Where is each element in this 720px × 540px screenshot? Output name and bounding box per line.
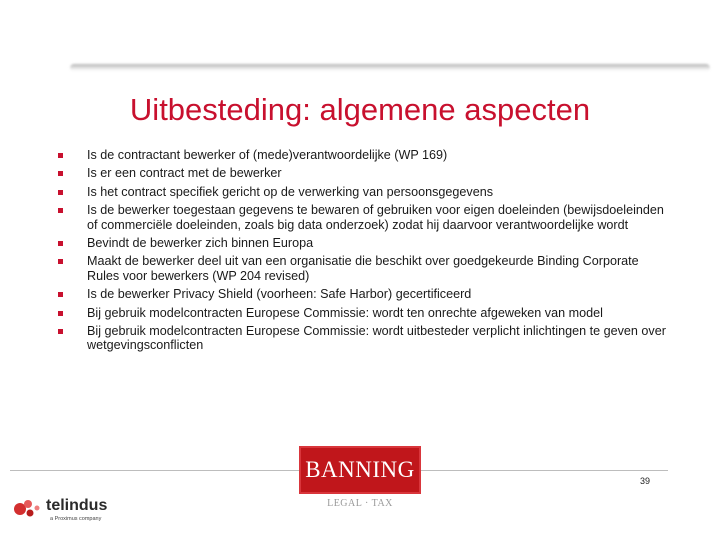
bullet-icon [58,259,63,264]
list-item [57,324,669,353]
bullet-icon [58,241,63,246]
list-item [57,185,669,199]
bullet-list [57,148,669,357]
list-item-text: Maakt de bewerker deel uit van een organisatie die beschikt over goedgekeurde Binding Corporate Rules voor bewerkers (WP 204 revised) [87,254,639,283]
telindus-mark-icon [12,496,42,522]
header-divider [70,64,710,72]
list-item-text: Is de bewerker toegestaan gegevens te bewaren of gebruiken voor eigen doeleinden (bewijsdoeleinden of commerciële doeleinden, zoals big data onderzoek) zodat hij daarvoor verantwoordelijke wordt [87,203,664,232]
bullet-icon [58,311,63,316]
page-number: 39 [640,476,651,486]
list-item [57,306,669,320]
list-item [57,254,669,283]
list-item-text: Is de contractant bewerker of (mede)verantwoordelijke (WP 169) [87,148,448,162]
slide-title: Uitbesteding: algemene aspecten [129,92,591,127]
list-item [57,203,669,232]
banning-subtitle: LEGAL · TAX [327,498,393,509]
bullet-icon [58,329,63,334]
list-item-text: Is er een contract met de bewerker [87,166,282,181]
telindus-logo [8,492,108,532]
list-item-text: Bij gebruik modelcontracten Europese Commissie: wordt ten onrechte afgeweken van model [87,305,603,320]
list-item-text: Is het contract specifiek gericht op de verwerking van persoonsgegevens [87,184,494,199]
telindus-name: telindus [46,497,108,514]
list-item [57,287,669,301]
bullet-icon [58,171,63,176]
list-item [57,236,669,250]
bullet-icon [58,190,63,195]
banning-logo-text: BANNING [305,457,415,482]
bullet-icon [58,153,63,158]
bullet-icon [58,208,63,213]
list-item-text: Bevindt de bewerker zich binnen Europa [87,236,314,251]
list-item [57,148,669,162]
banning-logo [299,446,421,494]
list-item [57,166,669,180]
bullet-icon [58,292,63,297]
list-item-text: Is de bewerker Privacy Shield (voorheen: Safe Harbor) gecertificeerd [87,287,472,302]
telindus-tagline: a Proximus company [50,516,102,522]
list-item-text: Bij gebruik modelcontracten Europese Commissie: wordt uitbesteder verplicht inlichtingen te geven over wetgevingsconflicten [87,324,666,353]
